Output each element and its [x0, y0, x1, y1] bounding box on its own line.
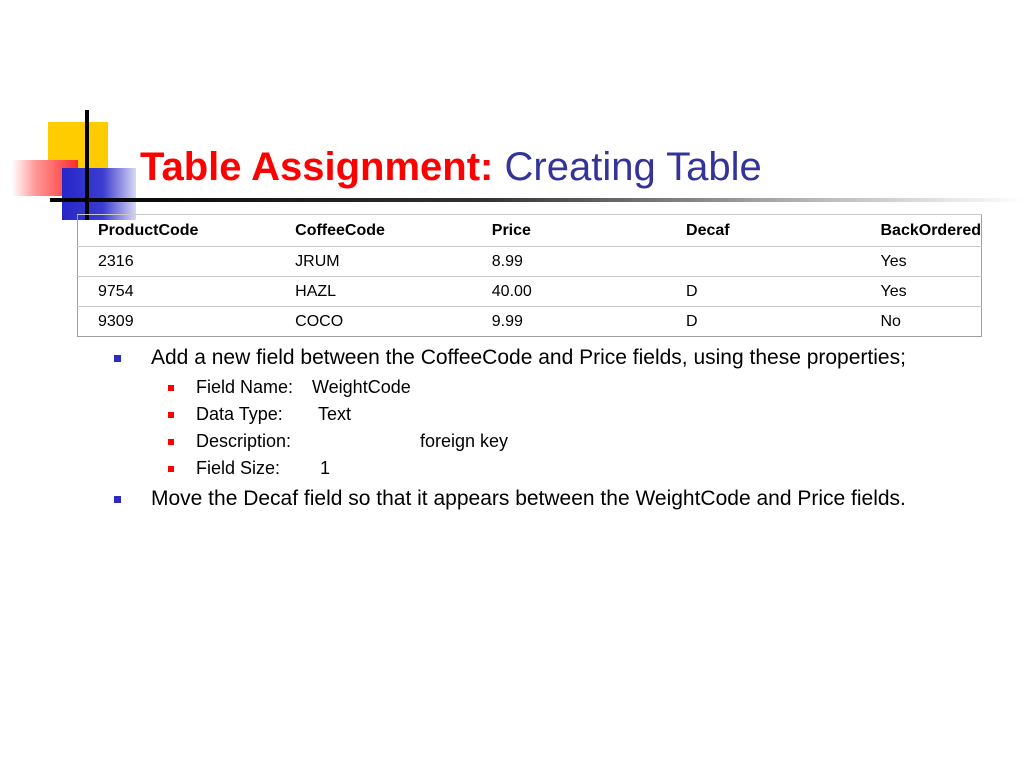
sub-bullet-marker-icon [168, 466, 174, 472]
table-cell: Yes [861, 247, 982, 277]
slide-title [140, 144, 762, 190]
logo-square-blue [62, 168, 136, 220]
sub-bullet-list [114, 374, 974, 482]
table-cell: 9309 [78, 307, 276, 337]
table-cell: D [666, 307, 860, 337]
table-cell: COCO [275, 307, 472, 337]
table-header-row [78, 215, 982, 247]
bullet-marker-icon [114, 496, 121, 503]
header-cell: BackOrdered [861, 215, 982, 247]
table-cell: 8.99 [472, 247, 666, 277]
sub-bullet-marker-icon [168, 385, 174, 391]
bullet-text: Move the Decaf field so that it appears between the WeightCode and Price fields. [151, 487, 906, 510]
property-label: Field Name: [196, 377, 294, 397]
header-cell: Decaf [666, 215, 860, 247]
sub-bullet-item [114, 401, 974, 428]
table-row [78, 307, 982, 337]
header-cell: ProductCode [78, 215, 276, 247]
property-value: 1 [320, 458, 331, 478]
property-value: Text [318, 404, 352, 424]
property-value: foreign key [420, 431, 509, 451]
table-cell: D [666, 277, 860, 307]
sub-bullet-marker-icon [168, 439, 174, 445]
table-row [78, 277, 982, 307]
bullet-list [114, 346, 974, 515]
sub-bullet-item [114, 374, 974, 401]
bullet-text: Add a new field between the CoffeeCode and Price fields, using these properties; [151, 346, 906, 369]
table-cell: HAZL [275, 277, 472, 307]
table-cell: No [861, 307, 982, 337]
header-cell: Price [472, 215, 666, 247]
property-label: Description: [196, 431, 292, 451]
table-cell: JRUM [275, 247, 472, 277]
table-cell [666, 247, 860, 277]
table-cell: 9754 [78, 277, 276, 307]
title-underline [50, 198, 1024, 202]
bullet-marker-icon [114, 355, 121, 362]
property-label: Data Type: [196, 404, 283, 424]
sub-bullet-marker-icon [168, 412, 174, 418]
property-value: WeightCode [312, 377, 411, 397]
header-cell: CoffeeCode [275, 215, 472, 247]
coffee-table [77, 214, 982, 337]
table-cell: 2316 [78, 247, 276, 277]
table-row [78, 247, 982, 277]
title-normal: Creating Table [504, 145, 762, 189]
table-cell: 9.99 [472, 307, 666, 337]
property-label: Field Size: [196, 458, 281, 478]
title-bold: Table Assignment: [140, 145, 494, 189]
bullet-item [114, 487, 974, 511]
sub-bullet-item [114, 455, 974, 482]
table-cell: Yes [861, 277, 982, 307]
bullet-item [114, 346, 974, 370]
sub-bullet-item [114, 428, 974, 455]
table-cell: 40.00 [472, 277, 666, 307]
logo-vertical-line [85, 110, 89, 220]
